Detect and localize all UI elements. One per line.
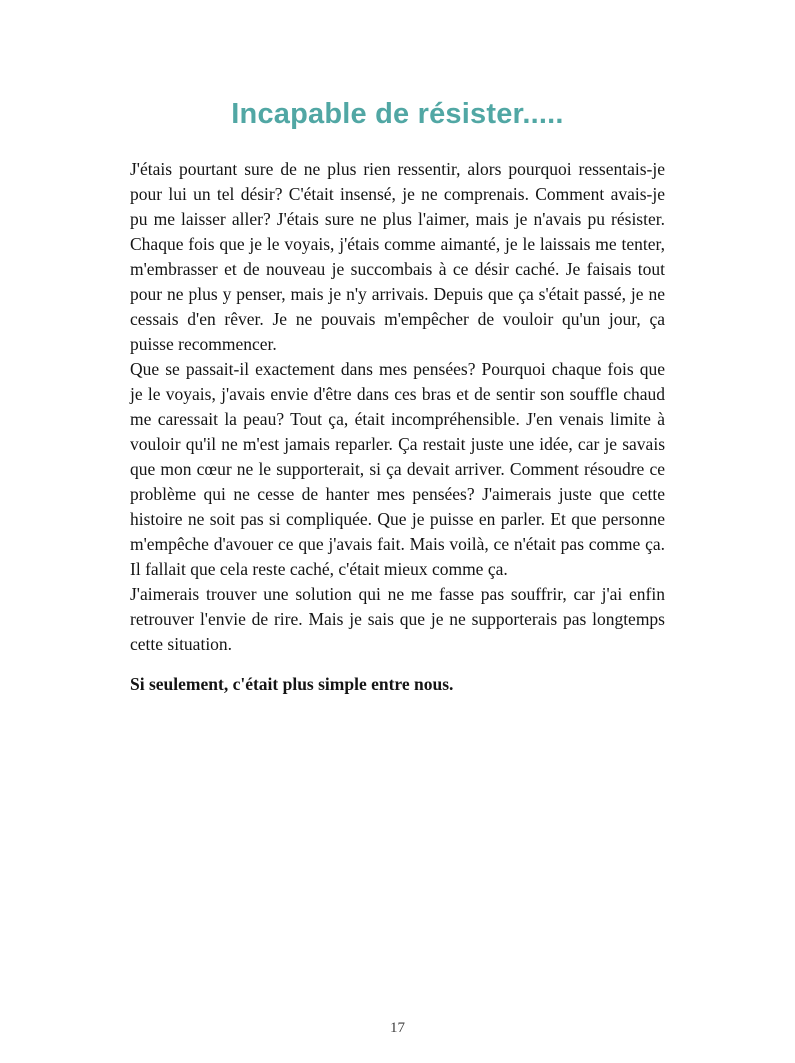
body-paragraph: J'aimerais trouver une solution qui ne me fasse pas souffrir, car j'ai enfin retrouver l'envie de rire. Mais je sais que je ne supporterais pas longtemps cette situation.	[130, 584, 665, 654]
closing-line: Si seulement, c'était plus simple entre nous.	[130, 674, 454, 694]
body-text	[130, 157, 665, 697]
body-paragraph: J'étais pourtant sure de ne plus rien ressentir, alors pourquoi ressentais-je pour lui un tel désir? C'était insensé, je ne comprenais. Comment avais-je pu me laisser aller? J'étais sure ne plus l'aimer, mais je n'avais pu résister. Chaque fois que je le voyais, j'étais comme aimanté, je le laissais me tenter, m'embrasser et de nouveau je succombais à ce désir caché. Je faisais tout pour ne plus y penser, mais je n'y arrivais. Depuis que ça s'était passé, je ne cessais d'en rêver. Je ne pouvais m'empêcher de vouloir qu'un jour, ça puisse recommencer.	[130, 159, 665, 354]
chapter-title: Incapable de résister.....	[231, 98, 564, 130]
page-number: 17	[390, 1020, 405, 1036]
body-paragraph: Que se passait-il exactement dans mes pensées? Pourquoi chaque fois que je le voyais, j'avais envie d'être dans ces bras et de sentir son souffle chaud me caressait la peau? Tout ça, était incompréhensible. J'en venais limite à vouloir qu'il ne m'est jamais reparler. Ça restait juste une idée, car je savais que mon cœur ne le supporterait, si ça devait arriver. Comment résoudre ce problème qui ne cesse de hanter mes pensées? J'aimerais juste que cette histoire ne soit pas si compliquée. Que je puisse en parler. Et que personne m'empêche d'avouer ce que j'avais fait. Mais voilà, ce n'était pas comme ça. Il fallait que cela reste caché, c'était mieux comme ça.	[130, 359, 665, 579]
